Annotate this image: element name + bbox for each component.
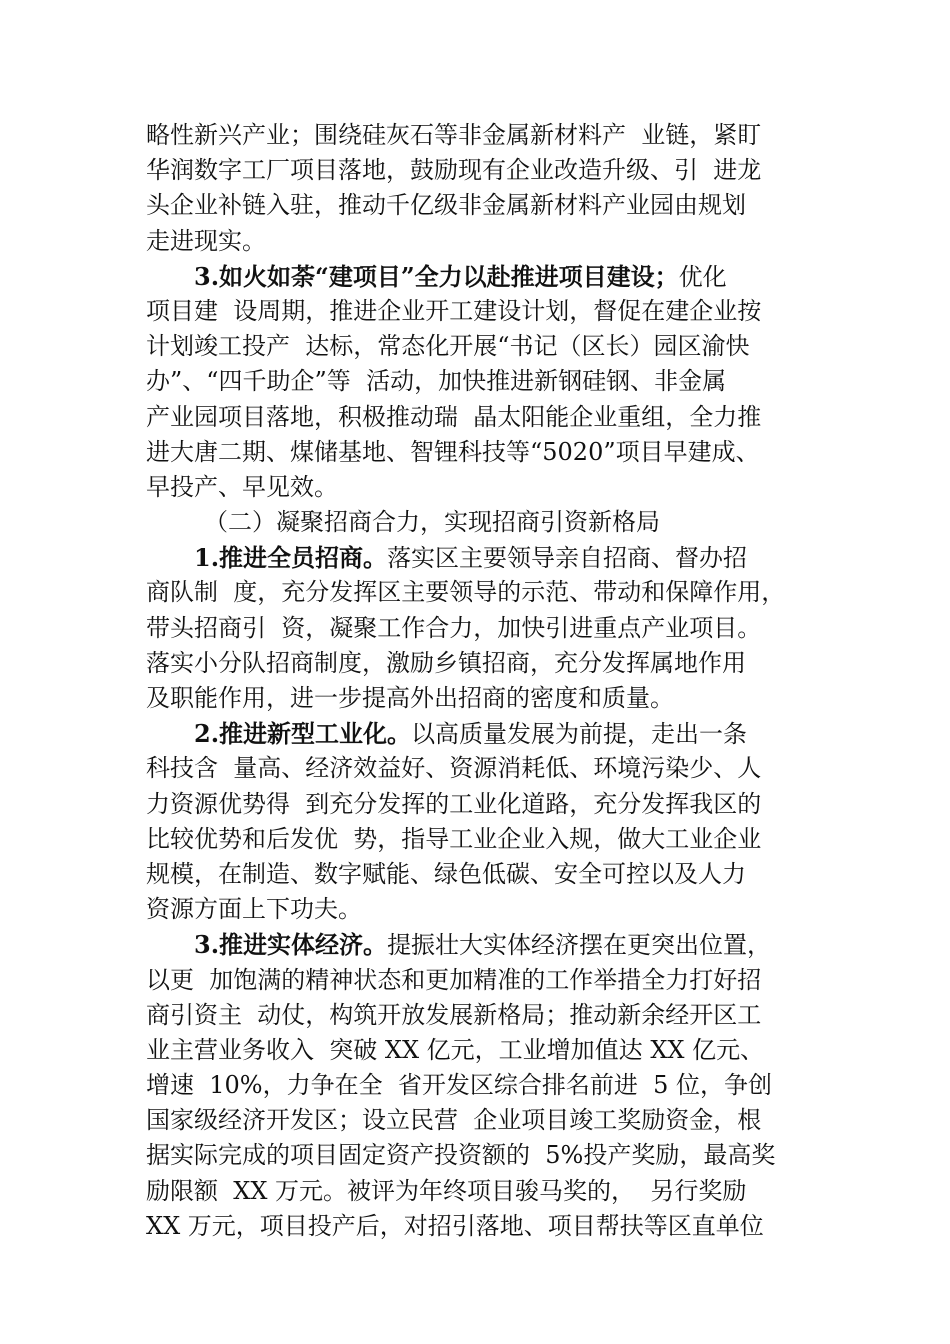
text-line: 资源方面上下功夫。 — [146, 895, 362, 924]
text-line: 以更 加饱满的精神状态和更加精准的工作举措全力打好招 — [146, 965, 762, 994]
text-line: 华润数字工厂项目落地，鼓励现有企业改造升级、引 进龙 — [146, 156, 762, 185]
text-line — [146, 259, 808, 294]
text-line: XX 万元，项目投产后，对招引落地、项目帮扶等区直单位 — [146, 1211, 764, 1240]
paragraph-lead-heading: 3.如火如荼“建项目”全力以赴推进项目建设； — [194, 261, 679, 291]
text-line: 落实小分队招商制度，激励乡镇招商，充分发挥属地作用 — [146, 648, 746, 677]
text-fragment: 以高质量发展为前提，走出一条 — [411, 720, 748, 749]
paragraph-lead-heading: 3.推进实体经济。 — [194, 930, 388, 960]
text-line: 走进现实。 — [146, 226, 266, 255]
text-line — [146, 927, 808, 962]
text-line: 及职能作用，进一步提高外出招商的密度和质量。 — [146, 684, 674, 712]
document-body — [146, 118, 808, 1244]
text-fragment: 落实区主要领导亲自招商、督办招 — [387, 544, 748, 573]
text-line: 头企业补链入驻，推动千亿级非金属新材料产业园由规划 — [146, 191, 746, 220]
text-line: 办”、“四千助企”等 活动，加快推进新钢硅钢、非金属 — [146, 367, 727, 396]
text-line: 计划竣工投产 达标，常态化开展“书记（区长）园区渝快 — [146, 332, 750, 361]
text-line: 带头招商引 资，凝聚工作合力，加快引进重点产业项目。 — [146, 613, 762, 642]
paragraph-project-construction — [146, 259, 808, 505]
text-line: 早投产、早见效。 — [146, 472, 338, 501]
text-line: 力资源优势得 到充分发挥的工业化道路，充分发挥我区的 — [146, 789, 762, 818]
text-line: 据实际完成的项目固定资产投资额的 5%投产奖励，最高奖 — [146, 1141, 776, 1170]
text-line: 略性新兴产业；围绕硅灰石等非金属新材料产 业链，紧盯 — [146, 121, 762, 149]
text-line: 励限额 XX 万元。被评为年终项目骏马奖的， 另行奖励 — [146, 1176, 747, 1205]
text-line — [146, 540, 808, 575]
text-line: 产业园项目落地，积极推动瑞 晶太阳能企业重组，全力推 — [146, 402, 762, 431]
section-heading-investment — [146, 505, 808, 540]
section-heading: （二）凝聚招商合力，实现招商引资新格局 — [204, 508, 660, 537]
text-line: 业主营业务收入 突破 XX 亿元，工业增加值达 XX 亿元、 — [146, 1035, 765, 1064]
text-line — [146, 716, 808, 751]
paragraph-real-economy — [146, 927, 808, 1244]
text-line: 科技含 量高、经济效益好、资源消耗低、环境污染少、人 — [146, 754, 762, 783]
paragraph-new-industrialization — [146, 716, 808, 927]
text-line: 国家级经济开发区；设立民营 企业项目竣工奖励资金，根 — [146, 1106, 762, 1135]
text-line: 项目建 设周期，推进企业开工建设计划，督促在建企业按 — [146, 296, 762, 325]
text-fragment: 提振壮大实体经济摆在更突出位置， — [387, 931, 772, 960]
text-line: 规模，在制造、数字赋能、绿色低碳、安全可控以及人力 — [146, 859, 746, 888]
text-fragment: 优化 — [678, 262, 727, 291]
text-line: 比较优势和后发优 势，指导工业企业入规，做大工业企业 — [146, 824, 762, 853]
paragraph-lead-heading: 1.推进全员招商。 — [194, 543, 388, 573]
text-line: 商队制 度，充分发挥区主要领导的示范、带动和保障作用， — [146, 578, 786, 607]
paragraph-all-staff-investment — [146, 540, 808, 716]
text-line: 商引资主 动仗，构筑开放发展新格局；推动新余经开区工 — [146, 1000, 762, 1029]
text-line: 进大唐二期、煤储基地、智锂科技等“5020”项目早建成、 — [146, 437, 760, 466]
paragraph-industry-chain — [146, 118, 808, 259]
text-line: 增速 10%，力争在全 省开发区综合排名前进 5 位，争创 — [146, 1071, 773, 1100]
paragraph-lead-heading: 2.推进新型工业化。 — [194, 719, 412, 749]
